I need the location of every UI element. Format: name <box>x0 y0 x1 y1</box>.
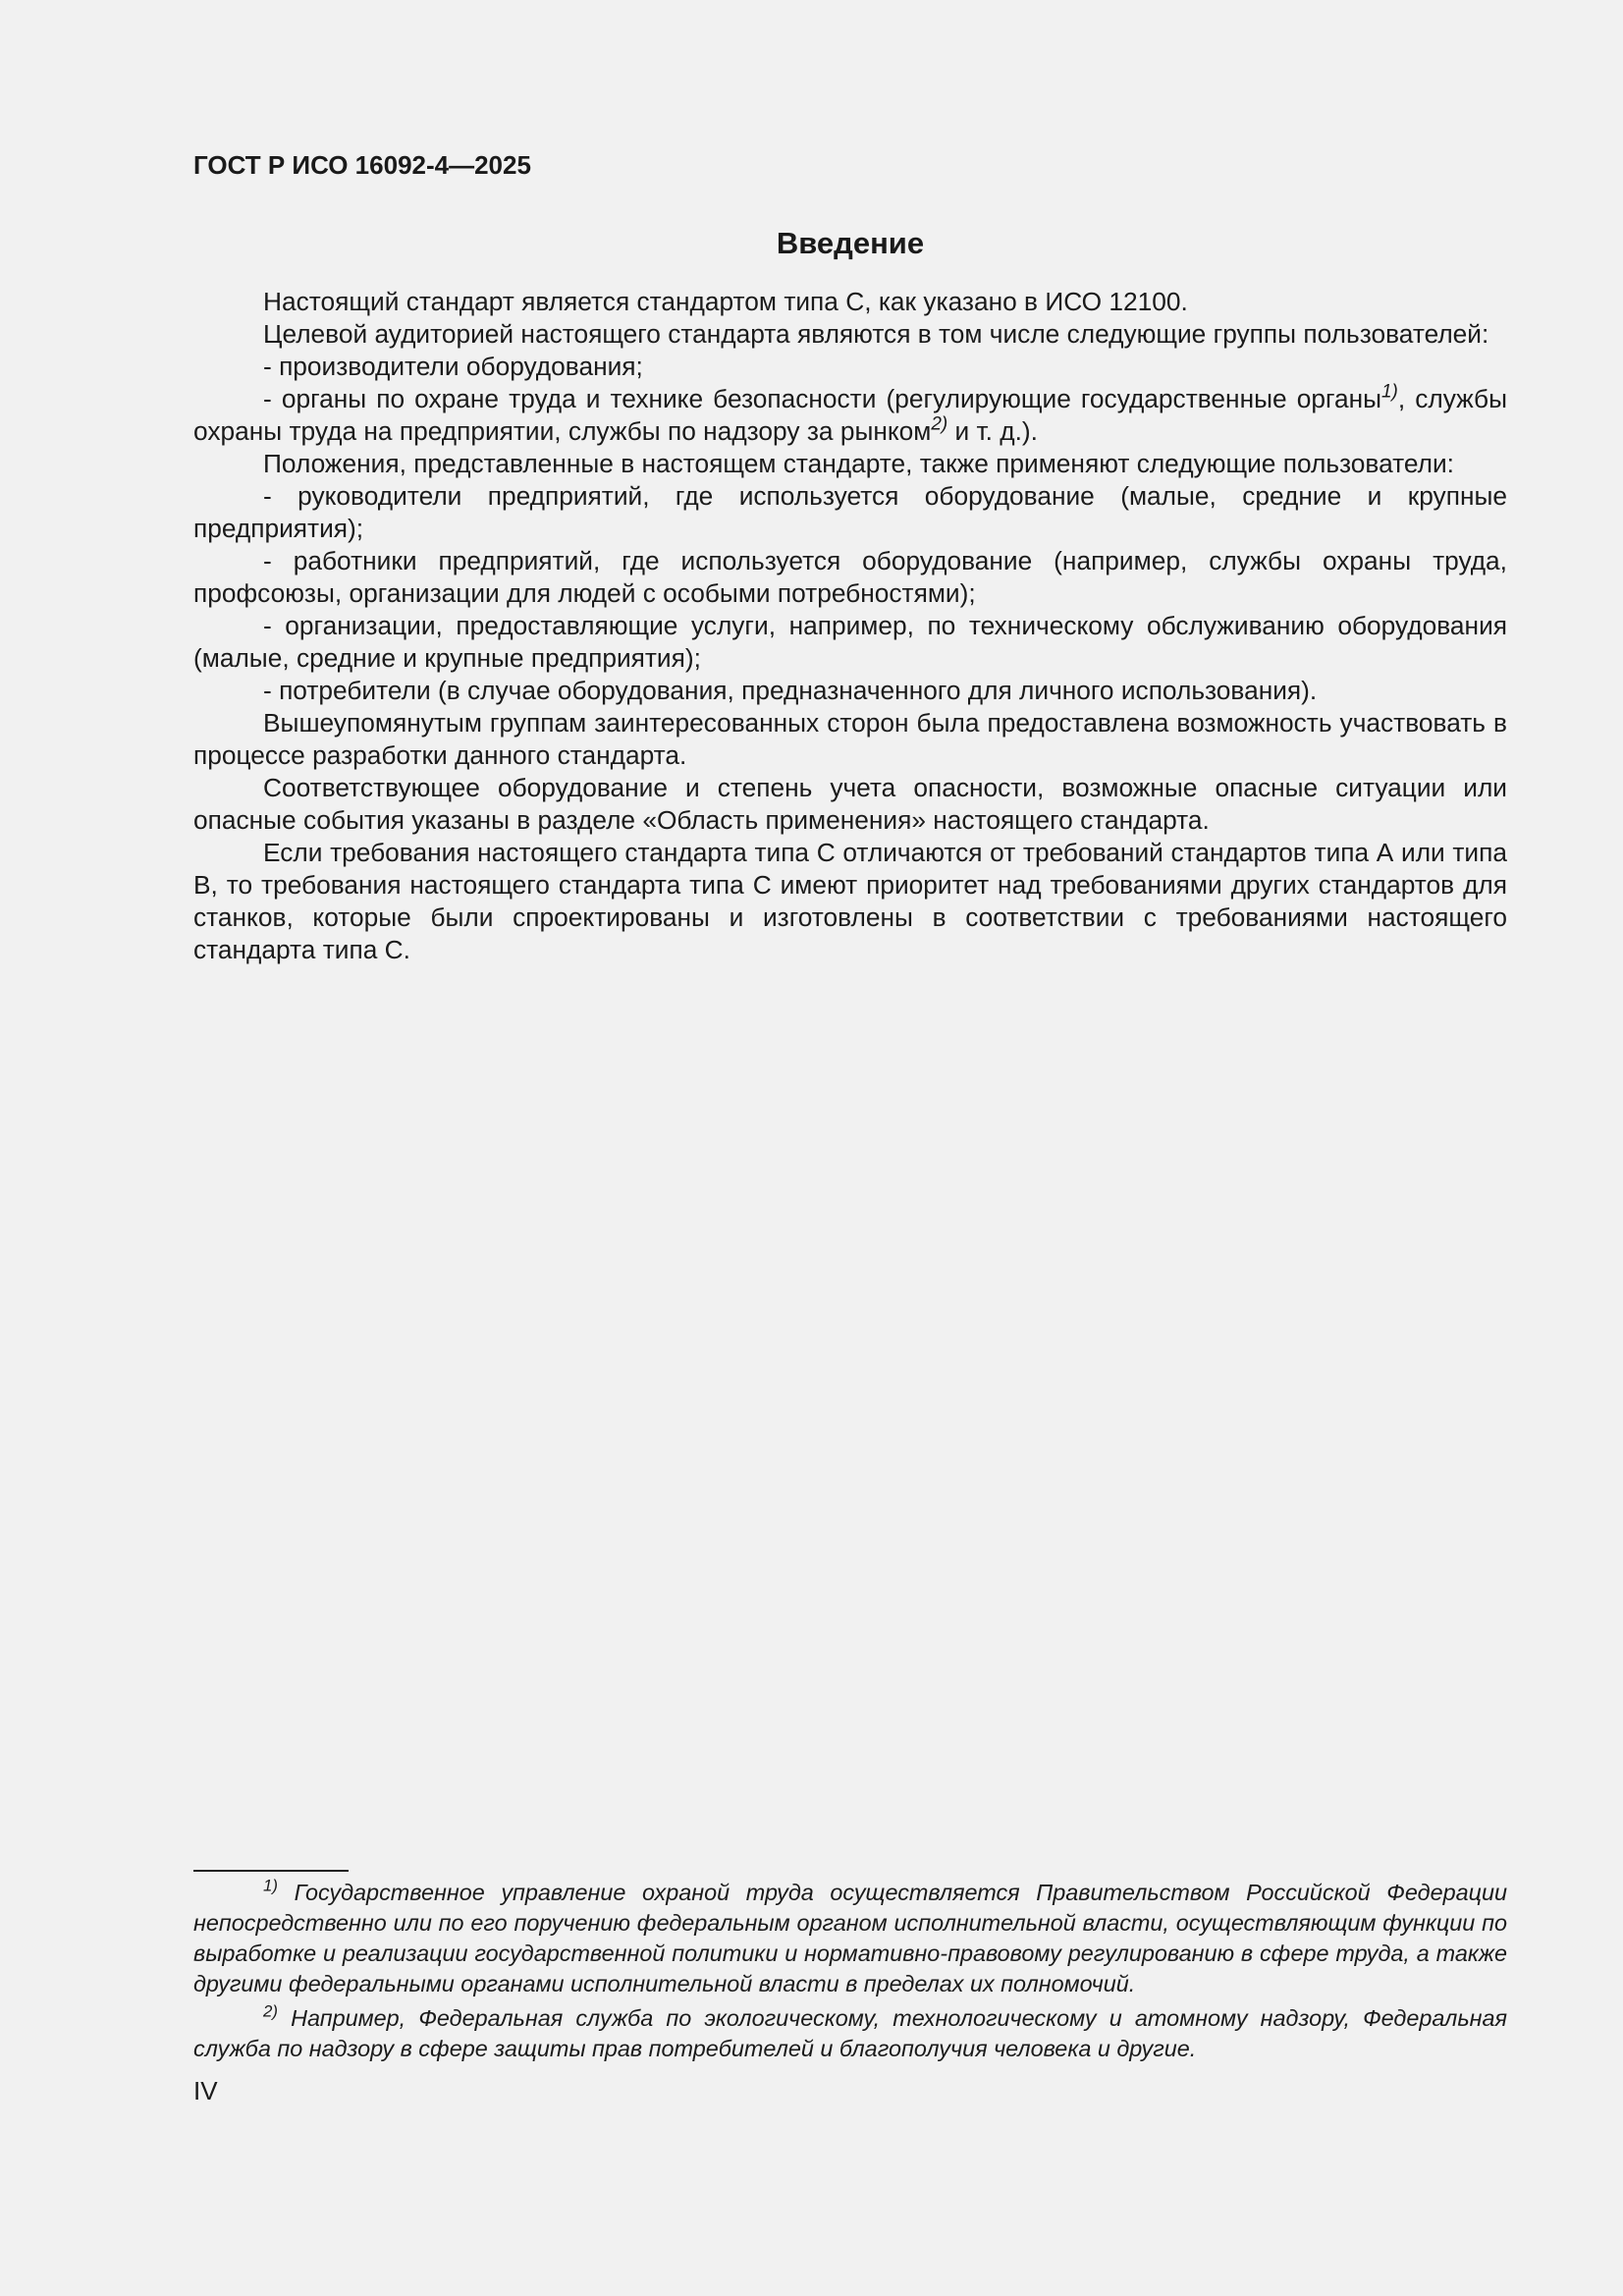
list-item: - организации, предоставляющие услуги, например, по техническому обслуживанию оборудования (малые, средние и крупные предприятия); <box>193 611 1507 673</box>
footnote-1 <box>193 1878 1507 1999</box>
footnote-divider <box>193 1870 349 1872</box>
document-code-header: ГОСТ Р ИСО 16092-4—2025 <box>193 150 531 180</box>
list-item: - работники предприятий, где используется оборудование (например, службы охраны труда, профсоюзы, организации для людей с особыми потребностями); <box>193 546 1507 608</box>
list-item-with-footnotes <box>193 383 1507 448</box>
footnote-marker-1: 1) <box>263 1876 278 1895</box>
paragraph: Вышеупомянутым группам заинтересованных сторон была предоставлена возможность участвовать в процессе разработки данного стандарта. <box>193 708 1507 770</box>
footnote-marker-2: 2) <box>263 2001 278 2021</box>
list-item: - потребители (в случае оборудования, предназначенного для личного использования). <box>263 676 1318 705</box>
footnotes <box>193 1878 1507 2068</box>
footnote-text-1: Государственное управление охраной труда осуществляется Правительством Российской Федерации непосредственно или по его поручению федеральным органом исполнительной власти, осуществляющим функции по выработке и реализации государственной политики и нормативно-правовому регулированию в сфере труда, а также другими федеральными органами исполнительной власти в пределах их полномочий. <box>193 1880 1507 1996</box>
list-item: - руководители предприятий, где используется оборудование (малые, средние и крупные предприятия); <box>193 481 1507 543</box>
paragraph: Если требования настоящего стандарта типа С отличаются от требований стандартов типа А или типа В, то требования настоящего стандарта типа С имеют приоритет над требованиями других стандартов для станков, которые были спроектированы и изготовлены в соответствии с требованиями настоящего стандарта типа С. <box>193 838 1507 964</box>
list-item: - производители оборудования; <box>263 352 643 381</box>
footnote-text-2: Например, Федеральная служба по экологическому, технологическому и атомному надзору, Федеральная служба по надзору в сфере защиты прав потребителей и благополучия человека и другие. <box>193 2005 1507 2061</box>
list-item-text: - органы по охране труда и технике безопасности (регулирующие государственные органы <box>263 384 1382 413</box>
footnote-ref-1: 1) <box>1381 381 1398 403</box>
list-item-text-end: и т. д.). <box>947 416 1038 446</box>
paragraph: Положения, представленные в настоящем стандарте, также применяют следующие пользователи: <box>263 449 1454 478</box>
footnote-2 <box>193 2003 1507 2064</box>
section-title: Введение <box>776 226 925 260</box>
paragraph: Соответствующее оборудование и степень учета опасности, возможные опасные ситуации или опасные события указаны в разделе «Область применения» настоящего стандарта. <box>193 773 1507 835</box>
paragraph: Настоящий стандарт является стандартом типа С, как указано в ИСО 12100. <box>263 287 1188 316</box>
introduction-body <box>193 286 1507 966</box>
paragraph: Целевой аудиторией настоящего стандарта являются в том числе следующие группы пользователей: <box>263 319 1489 349</box>
list-item-text-continued: , службы охраны труда на предприятии, службы по надзору за рынком <box>193 384 1508 446</box>
page-number: IV <box>193 2076 218 2105</box>
footnote-ref-2: 2) <box>931 413 948 435</box>
